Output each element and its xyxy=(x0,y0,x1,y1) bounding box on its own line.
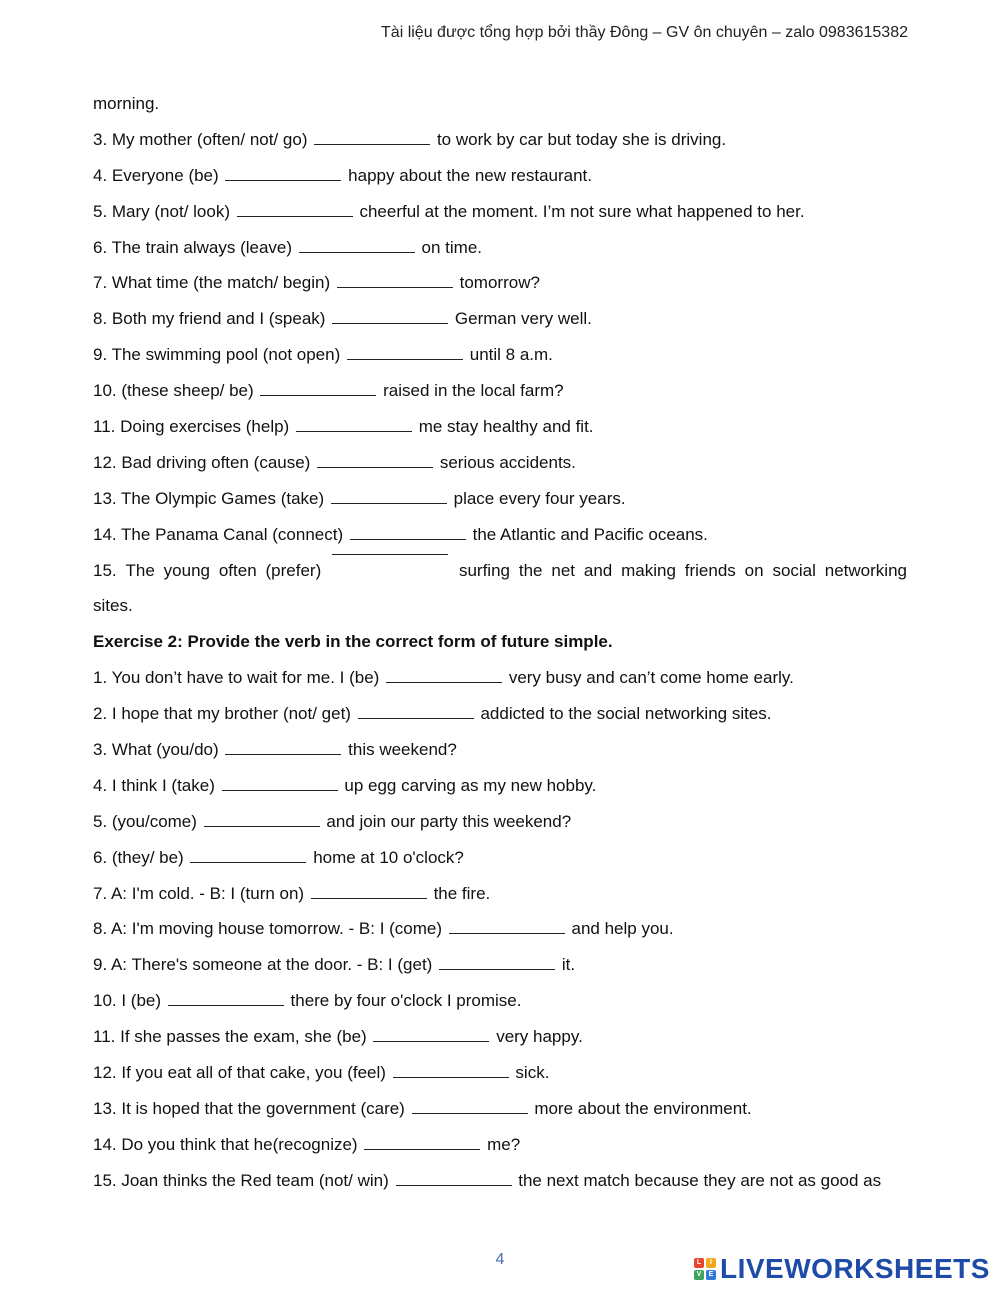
word: the xyxy=(518,560,543,580)
answer-blank[interactable] xyxy=(190,861,306,863)
question-text: 14. The Panama Canal (connect) xyxy=(93,524,344,544)
question-text-after: the next match because they are not as good as xyxy=(518,1170,882,1190)
logo-tile: I xyxy=(706,1258,716,1268)
exercise-2-line xyxy=(93,983,907,1019)
question-text: 10. I (be) xyxy=(93,991,162,1011)
exercise-line-15-continuation: sites. xyxy=(93,596,133,616)
exercise-1-line xyxy=(93,122,907,158)
answer-blank[interactable] xyxy=(337,286,453,288)
answer-blank[interactable] xyxy=(168,1004,284,1006)
question-text: 6. (they/ be) xyxy=(93,847,184,867)
question-text: 3. My mother (often/ not/ go) xyxy=(93,129,308,149)
exercise-2-line xyxy=(93,1127,907,1163)
answer-blank[interactable] xyxy=(364,1148,480,1150)
exercise-1-line xyxy=(93,337,907,373)
answer-blank[interactable] xyxy=(393,1076,509,1078)
liveworksheets-logo-text: LIVEWORKSHEETS xyxy=(720,1253,990,1284)
word: friends xyxy=(684,560,736,580)
question-text: 8. A: I'm moving house tomorrow. - B: I (come) xyxy=(93,919,443,939)
exercise-2-line xyxy=(93,660,907,696)
exercise-1-line xyxy=(93,301,907,337)
answer-blank[interactable] xyxy=(225,179,341,181)
question-text-after: serious accidents. xyxy=(439,452,576,472)
question-text: 7. A: I'm cold. - B: I (turn on) xyxy=(93,883,305,903)
answer-blank[interactable] xyxy=(317,466,433,468)
answer-blank[interactable] xyxy=(296,430,412,432)
exercise-2-line xyxy=(93,768,907,804)
question-text-after: cheerful at the moment. I’m not sure what happened to her. xyxy=(359,201,805,221)
exercise-2-line xyxy=(93,732,907,768)
answer-blank[interactable] xyxy=(331,502,447,504)
question-text: 2. I hope that my brother (not/ get) xyxy=(93,704,351,724)
exercise-2-line xyxy=(93,696,907,732)
question-text: 14. Do you think that he(recognize) xyxy=(93,1134,358,1154)
exercise-1-list xyxy=(93,86,907,553)
exercise-1-line xyxy=(93,86,907,122)
question-text: 5. (you/come) xyxy=(93,811,197,831)
question-text-after: very happy. xyxy=(496,1027,583,1047)
question-text: 13. It is hoped that the government (care) xyxy=(93,1098,405,1118)
exercise-1-line xyxy=(93,158,907,194)
exercise-1-line xyxy=(93,445,907,481)
answer-blank[interactable] xyxy=(332,553,448,555)
question-text-after: sick. xyxy=(515,1063,550,1083)
answer-blank[interactable] xyxy=(373,1040,489,1042)
question-text-after: and join our party this weekend? xyxy=(326,811,572,831)
question-text: morning. xyxy=(93,94,160,113)
exercise-2-line xyxy=(93,1055,907,1091)
exercise-2-line xyxy=(93,876,907,912)
answer-blank[interactable] xyxy=(412,1112,528,1114)
answer-blank[interactable] xyxy=(332,322,448,324)
answer-blank[interactable] xyxy=(260,394,376,396)
question-text-after: to work by car but today she is driving. xyxy=(436,129,727,149)
word: (prefer) xyxy=(265,560,322,580)
question-text-after: very busy and can’t come home early. xyxy=(508,668,794,688)
exercise-2-title: Exercise 2: Provide the verb in the correct form of future simple. xyxy=(93,632,613,652)
question-text: 1. You don’t have to wait for me. I (be) xyxy=(93,668,380,688)
exercise-line-15 xyxy=(93,553,907,589)
word: surfing xyxy=(458,560,510,580)
question-text-after: until 8 a.m. xyxy=(469,345,553,365)
question-text: 10. (these sheep/ be) xyxy=(93,381,254,401)
question-text-after: on time. xyxy=(421,237,483,257)
logo-tile: V xyxy=(694,1270,704,1280)
question-text: 4. I think I (take) xyxy=(93,775,215,795)
answer-blank[interactable] xyxy=(347,358,463,360)
answer-blank[interactable] xyxy=(396,1184,512,1186)
exercise-1-line xyxy=(93,409,907,445)
answer-blank[interactable] xyxy=(311,897,427,899)
liveworksheets-icon xyxy=(694,1258,716,1280)
liveworksheets-logo xyxy=(694,1253,990,1285)
exercise-1-line xyxy=(93,373,907,409)
answer-blank[interactable] xyxy=(204,825,320,827)
question-text-after: the fire. xyxy=(433,883,491,903)
exercise-1-line xyxy=(93,265,907,301)
question-text: 7. What time (the match/ begin) xyxy=(93,273,331,293)
word: 15. xyxy=(93,560,117,580)
question-text-after: place every four years. xyxy=(453,488,626,508)
question-text-after: me stay healthy and fit. xyxy=(418,417,594,437)
exercise-2-line xyxy=(93,840,907,876)
word: net xyxy=(551,560,575,580)
answer-blank[interactable] xyxy=(350,538,466,540)
answer-blank[interactable] xyxy=(358,717,474,719)
word: and xyxy=(583,560,613,580)
answer-blank[interactable] xyxy=(237,215,353,217)
answer-blank[interactable] xyxy=(222,789,338,791)
exercise-1-line xyxy=(93,230,907,266)
answer-blank[interactable] xyxy=(299,251,415,253)
logo-tile: L xyxy=(694,1258,704,1268)
answer-blank[interactable] xyxy=(449,932,565,934)
word: The xyxy=(125,560,155,580)
answer-blank[interactable] xyxy=(225,753,341,755)
question-text-after: more about the environment. xyxy=(534,1098,752,1118)
exercise-1-line xyxy=(93,517,907,553)
exercise-2-line xyxy=(93,804,907,840)
question-text-after: happy about the new restaurant. xyxy=(348,165,592,185)
word: often xyxy=(218,560,257,580)
answer-blank[interactable] xyxy=(314,143,430,145)
question-text-after: tomorrow? xyxy=(459,273,540,293)
page-header: Tài liệu được tổng hợp bởi thầy Đông – GV ôn chuyên – zalo 0983615382 xyxy=(381,24,908,41)
exercise-2-line xyxy=(93,911,907,947)
question-text: 8. Both my friend and I (speak) xyxy=(93,309,326,329)
answer-blank[interactable] xyxy=(386,681,502,683)
word: young xyxy=(163,560,210,580)
answer-blank[interactable] xyxy=(439,968,555,970)
question-text-after: up egg carving as my new hobby. xyxy=(344,775,597,795)
question-text: 11. Doing exercises (help) xyxy=(93,417,290,437)
logo-tile: E xyxy=(706,1270,716,1280)
exercise-1-line xyxy=(93,481,907,517)
question-text: 9. The swimming pool (not open) xyxy=(93,345,341,365)
word: making xyxy=(621,560,676,580)
question-text: 15. Joan thinks the Red team (not/ win) xyxy=(93,1170,389,1190)
question-text: 12. If you eat all of that cake, you (feel) xyxy=(93,1063,386,1083)
word: social xyxy=(772,560,816,580)
question-text: 9. A: There's someone at the door. - B: I (get) xyxy=(93,955,433,975)
question-text-after: this weekend? xyxy=(348,740,457,760)
exercise-2-line xyxy=(93,947,907,983)
question-text: 6. The train always (leave) xyxy=(93,237,293,257)
exercise-2-line xyxy=(93,1091,907,1127)
exercise-2-line xyxy=(93,1019,907,1055)
question-text: 4. Everyone (be) xyxy=(93,165,219,185)
question-text-after: home at 10 o'clock? xyxy=(313,847,464,867)
question-text-after: addicted to the social networking sites. xyxy=(480,704,772,724)
question-text-after: raised in the local farm? xyxy=(383,381,564,401)
page-number: 4 xyxy=(495,1251,505,1268)
worksheet-content xyxy=(93,86,907,1199)
question-text-after: there by four o'clock I promise. xyxy=(290,991,522,1011)
exercise-2-list xyxy=(93,660,907,1198)
question-text: 13. The Olympic Games (take) xyxy=(93,488,325,508)
question-text-after: German very well. xyxy=(454,309,592,329)
question-text: 3. What (you/do) xyxy=(93,740,219,760)
exercise-2-line xyxy=(93,1163,907,1199)
question-text-after: me? xyxy=(487,1134,521,1154)
question-text-after: it. xyxy=(561,955,576,975)
question-text: 5. Mary (not/ look) xyxy=(93,201,230,221)
word: networking xyxy=(824,560,907,580)
word: on xyxy=(744,560,764,580)
question-text-after: the Atlantic and Pacific oceans. xyxy=(472,524,708,544)
exercise-1-line xyxy=(93,194,907,230)
question-text-after: and help you. xyxy=(571,919,674,939)
question-text: 11. If she passes the exam, she (be) xyxy=(93,1027,367,1047)
question-text: 12. Bad driving often (cause) xyxy=(93,452,311,472)
